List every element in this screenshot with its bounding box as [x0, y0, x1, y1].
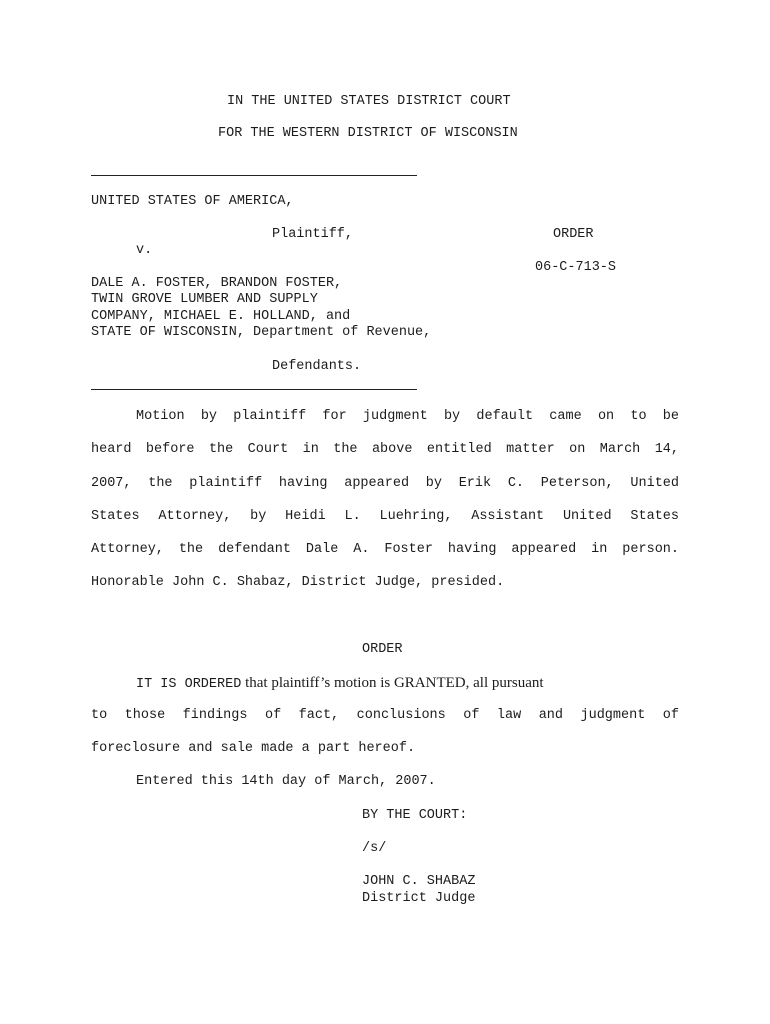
defendant-line: STATE OF WISCONSIN, Department of Revenue, — [91, 325, 432, 340]
defendant-role: Defendants. — [272, 359, 362, 374]
defendant-line: DALE A. FOSTER, BRANDON FOSTER, — [91, 276, 343, 291]
order-line: to those findings of fact, conclusions of law and judgment of — [91, 708, 679, 723]
defendant-line: TWIN GROVE LUMBER AND SUPPLY — [91, 292, 318, 307]
body-line: States Attorney, by Heidi L. Luehring, Assistant United States — [91, 509, 679, 524]
body-line: Attorney, the defendant Dale A. Foster having appeared in person. — [91, 542, 679, 557]
signature-mark: /s/ — [362, 841, 387, 856]
judge-title: District Judge — [362, 891, 476, 906]
plaintiff-role: Plaintiff, — [272, 227, 354, 242]
caption-bottom-rule — [91, 389, 417, 390]
body-line: 2007, the plaintiff having appeared by Erik C. Peterson, United — [91, 476, 679, 491]
body-line: heard before the Court in the above entitled matter on March 14, — [91, 442, 679, 457]
order-heading: ORDER — [362, 642, 403, 657]
body-line: Motion by plaintiff for judgment by default came on to be — [136, 409, 679, 424]
order-line: foreclosure and sale made a part hereof. — [91, 741, 416, 756]
case-number: 06-C-713-S — [535, 260, 617, 275]
by-the-court: BY THE COURT: — [362, 808, 468, 823]
order-line-rest: that plaintiff’s motion is GRANTED, all pursuant — [241, 675, 544, 691]
order-lead: IT IS ORDERED — [136, 677, 242, 692]
body-line: Honorable John C. Shabaz, District Judge, presided. — [91, 575, 505, 590]
entered-date: Entered this 14th day of March, 2007. — [136, 774, 436, 789]
plaintiff-name: UNITED STATES OF AMERICA, — [91, 194, 294, 209]
court-heading-line1: IN THE UNITED STATES DISTRICT COURT — [227, 94, 511, 109]
versus: v. — [136, 243, 153, 258]
caption-top-rule — [91, 175, 417, 176]
court-heading-line2: FOR THE WESTERN DISTRICT OF WISCONSIN — [218, 126, 518, 141]
document-type: ORDER — [553, 227, 594, 242]
defendant-line: COMPANY, MICHAEL E. HOLLAND, and — [91, 309, 351, 324]
order-line-first — [136, 675, 544, 693]
judge-name: JOHN C. SHABAZ — [362, 874, 476, 889]
